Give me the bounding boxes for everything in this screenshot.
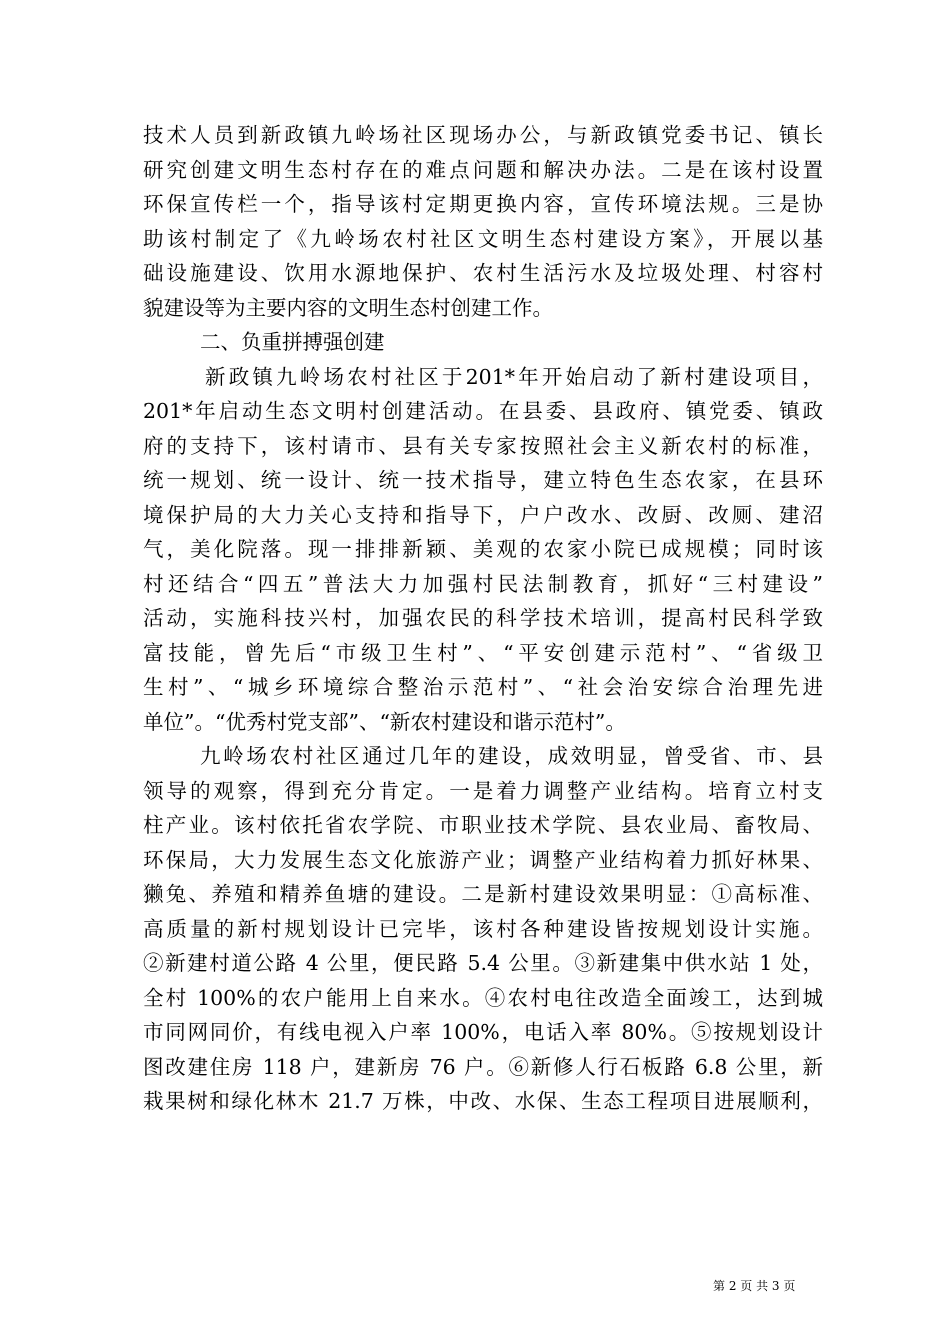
text-line: 气，美化院落。现一排排新颖、美观的农家小院已成规模；同时该 [143,537,823,561]
text-line: 技术人员到新政镇九岭场社区现场办公，与新政镇党委书记、镇长 [143,123,823,147]
text-line: 图改建住房 118 户，建新房 76 户。⑥新修人行石板路 6.8 公里，新 [143,1054,823,1079]
text-line: 高质量的新村规划设计已完毕，该村各种建设皆按规划设计实施。 [143,916,823,941]
section-heading: 二、负重拼搏强创建 [200,330,385,354]
text-line: 境保护局的大力关心支持和指导下，户户改水、改厨、改厕、建沼 [143,502,823,527]
text-line: 獭兔、养殖和精养鱼塘的建设。二是新村建设效果明显：①高标准、 [143,882,823,906]
text-line: 府的支持下，该村请市、县有关专家按照社会主义新农村的标准， [143,433,823,458]
text-line: 村还结合“四五”普法大力加强村民法制教育，抓好“三村建设” [143,571,823,596]
text-line: 单位”。“优秀村党支部”、“新农村建设和谐示范村”。 [143,709,626,734]
page-number: 第 2 页 共 3 页 [713,1279,796,1293]
text-line: 全村 100%的农户能用上自来水。④农村电往改造全面竣工，达到城 [143,985,823,1010]
text-line: 助该村制定了《九岭场农村社区文明生态村建设方案》，开展以基 [143,226,823,251]
text-line: 新政镇九岭场农村社区于201*年开始启动了新村建设项目， [205,364,823,389]
text-line: 领导的观察，得到充分肯定。一是着力调整产业结构。培育立村支 [143,778,823,803]
text-line: 201*年启动生态文明村创建活动。在县委、县政府、镇党委、镇政 [143,399,823,423]
text-line: 九岭场农村社区通过几年的建设，成效明显，曾受省、市、县 [200,744,823,768]
text-line: ②新建村道公路 4 公里，便民路 5.4 公里。③新建集中供水站 1 处， [143,951,823,975]
text-line: 环保宣传栏一个，指导该村定期更换内容，宣传环境法规。三是协 [143,192,823,216]
text-line: 柱产业。该村依托省农学院、市职业技术学院、县农业局、畜牧局、 [143,813,823,837]
text-line: 市同网同价，有线电视入户率 100%，电话入率 80%。⑤按规划设计 [143,1020,823,1044]
text-line: 富技能，曾先后“市级卫生村”、“平安创建示范村”、“省级卫 [143,640,823,665]
text-line: 活动，实施科技兴村，加强农民的科学技术培训，提高村民科学致 [143,606,823,630]
text-line: 统一规划、统一设计、统一技术指导，建立特色生态农家，在县环 [143,468,823,492]
document-body [143,118,823,1119]
text-line: 生村”、“城乡环境综合整治示范村”、“社会治安综合治理先进 [143,675,823,699]
text-line: 环保局，大力发展生态文化旅游产业；调整产业结构着力抓好林果、 [143,847,823,872]
text-line: 栽果树和绿化林木 21.7 万株，中改、水保、生态工程项目进展顺利， [143,1089,823,1113]
text-line: 础设施建设、饮用水源地保护、农村生活污水及垃圾处理、村容村 [143,261,823,285]
text-line: 研究创建文明生态村存在的难点问题和解决办法。二是在该村设置 [143,157,823,182]
text-line: 貌建设等为主要内容的文明生态村创建工作。 [143,295,553,320]
